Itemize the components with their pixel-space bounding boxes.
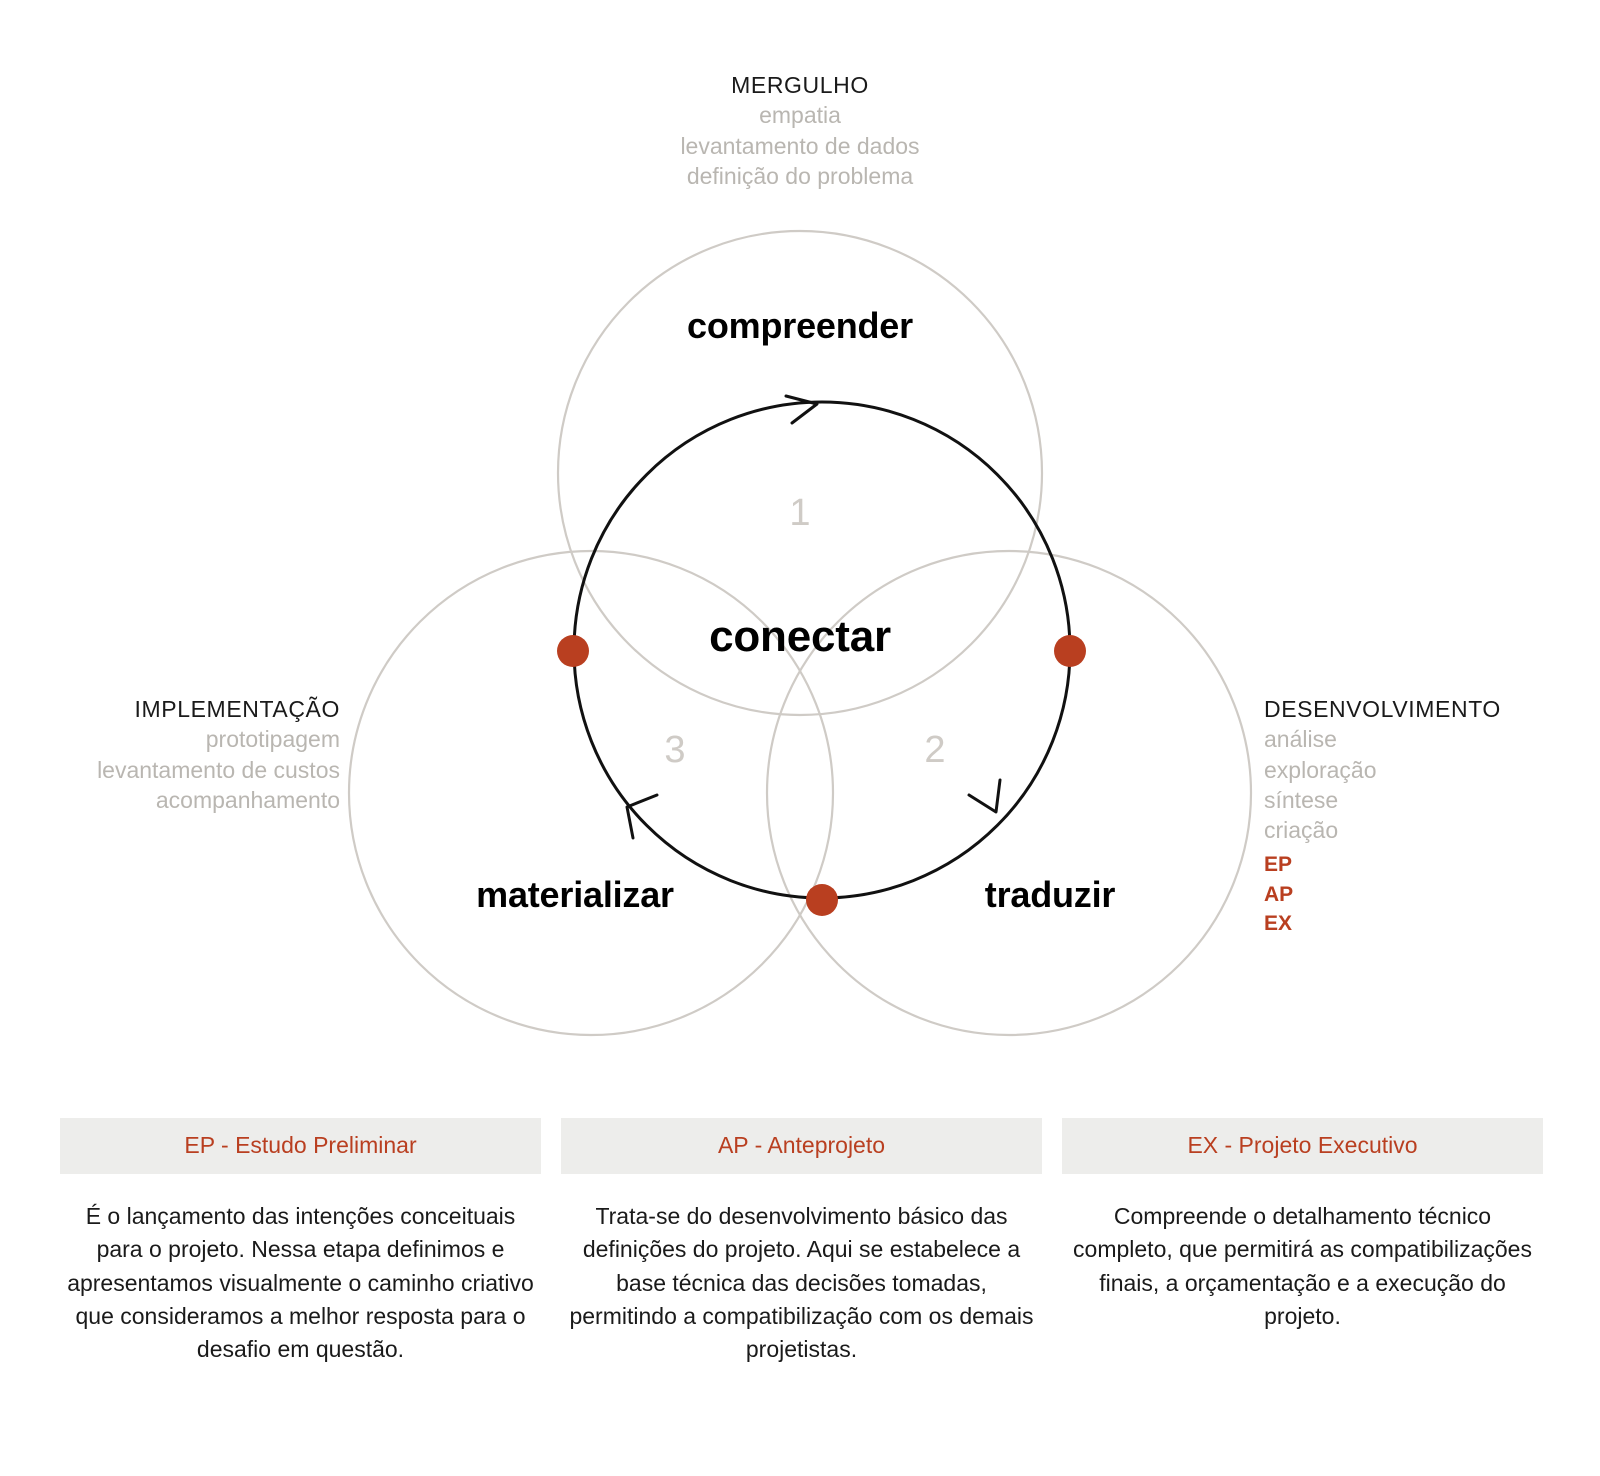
arrow-head-top: [786, 396, 817, 423]
node-label-conectar: conectar: [709, 612, 891, 661]
step-number-3: 3: [664, 729, 686, 771]
group-label-desenvolvimento: [1264, 694, 1584, 939]
group-item: criação: [1264, 817, 1339, 844]
group-item: síntese: [1264, 787, 1339, 814]
phase-column-body: Compreende o detalhamento técnico completo, que permitirá as compatibilizações finais, a orçamentação e a execução do projeto.: [1073, 1203, 1532, 1330]
group-title-implementacao: IMPLEMENTAÇÃO: [134, 696, 340, 722]
phase-column-header: EP - Estudo Preliminar: [60, 1118, 541, 1174]
step-number-1: 1: [789, 492, 811, 534]
group-title-mergulho: MERGULHO: [731, 72, 869, 98]
group-item: análise: [1264, 726, 1337, 753]
phase-code-ep: EP: [1264, 852, 1293, 876]
group-item: levantamento de dados: [680, 132, 920, 159]
group-item: acompanhamento: [155, 787, 340, 814]
phase-column-ap: [561, 1118, 1042, 1367]
node-label-compreender: compreender: [687, 305, 913, 346]
phase-column-ex: [1062, 1118, 1543, 1367]
arrow-head-bottom-right: [969, 780, 1000, 812]
group-item: prototipagem: [205, 726, 340, 753]
group-item: empatia: [759, 102, 841, 129]
phase-column-body: É o lançamento das intenções conceituais para o projeto. Nessa etapa definimos e apresentamos visualmente o caminho criativo que consideramos a melhor resposta para o desafio em questão.: [67, 1203, 534, 1363]
phase-code-ex: EX: [1264, 912, 1293, 936]
phase-column-header: AP - Anteprojeto: [561, 1118, 1042, 1174]
node-label-traduzir: traduzir: [984, 874, 1116, 915]
group-items-mergulho: [0, 100, 1600, 191]
phase-code-list: [1264, 850, 1584, 939]
group-item: definição do problema: [686, 163, 914, 190]
phase-column-ep: [60, 1118, 541, 1367]
node-dot-bottom: [806, 884, 838, 916]
group-item: levantamento de custos: [97, 756, 340, 783]
phase-column-header: EX - Projeto Executivo: [1062, 1118, 1543, 1174]
group-items-implementacao: [20, 724, 340, 815]
phase-description-columns: [60, 1118, 1543, 1367]
group-items-desenvolvimento: [1264, 724, 1584, 845]
group-title-desenvolvimento: DESENVOLVIMENTO: [1264, 696, 1501, 722]
group-label-implementacao: [20, 694, 340, 815]
group-label-mergulho: [0, 70, 1600, 191]
node-label-materializar: materializar: [476, 874, 674, 915]
step-number-2: 2: [924, 729, 946, 771]
group-item: exploração: [1264, 756, 1377, 783]
phase-code-ap: AP: [1264, 882, 1294, 906]
phase-column-body: Trata-se do desenvolvimento básico das definições do projeto. Aqui se estabelece a base técnica das decisões tomadas, permitindo a compatibilização com os demais projetistas.: [569, 1203, 1034, 1363]
